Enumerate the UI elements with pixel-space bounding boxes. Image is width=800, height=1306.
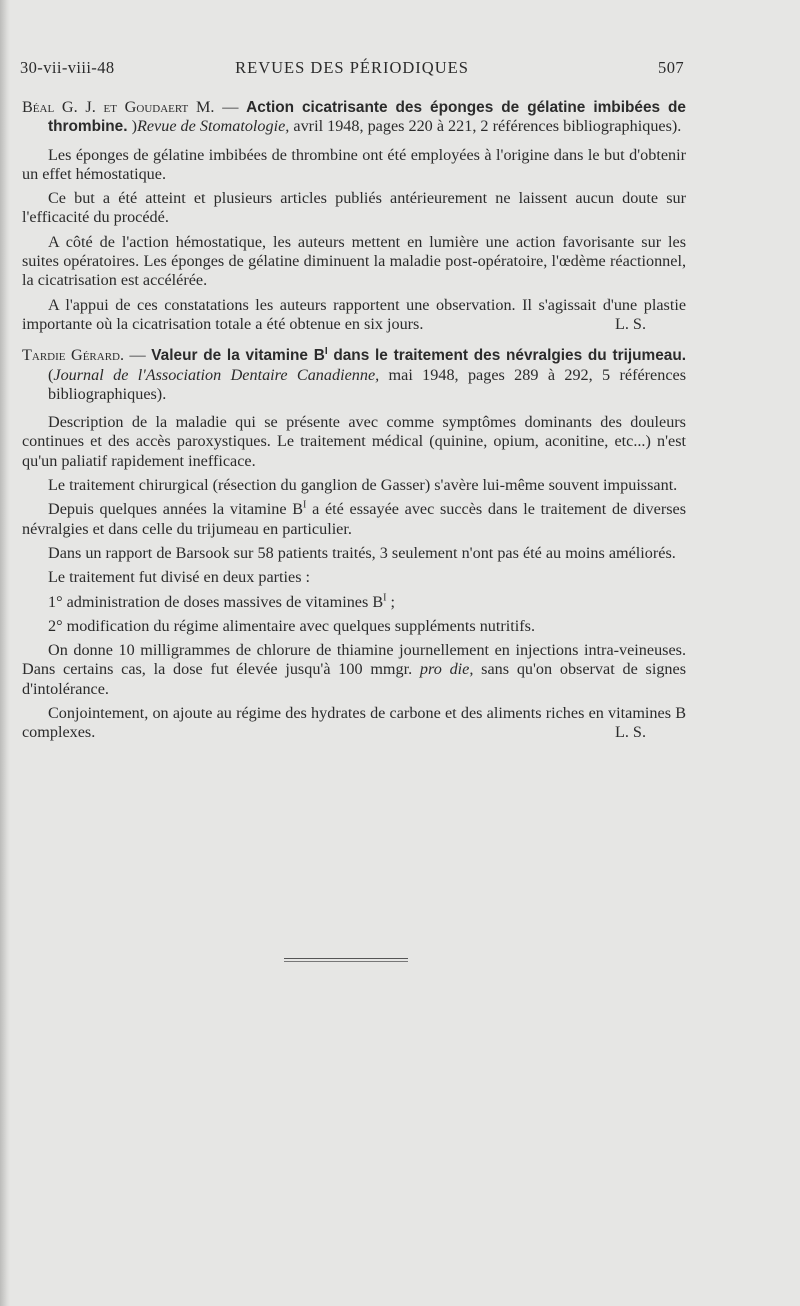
article-2-paragraph: Dans un rapport de Barsook sur 58 patients traités, 3 seulement n'ont pas été au moins améliorés.: [48, 543, 676, 562]
review-article-2: [22, 346, 686, 742]
article-2-list-item: 2° modification du régime alimentaire avec quelques suppléments nutritifs.: [48, 616, 536, 635]
article-1-authors: Béal G. J. et Goudaert M.: [22, 98, 215, 116]
header-date: 30-vii-viii-48: [20, 58, 115, 77]
page-number: 507: [658, 58, 684, 77]
article-2-authors: Tardie Gérard.: [22, 346, 125, 365]
article-2-paragraph: Depuis quelques années la vitamine $B^I$ a été essayée avec succès dans le traitement de diverses névralgies et dans celle du trijumeau en particulier.: [22, 499, 686, 538]
article-1-paragraph: Ce but a été atteint et plusieurs articles publiés antérieurement ne laissent aucun doute sur l'efficacité du procédé.: [22, 189, 686, 227]
article-1-signature: L. S.: [614, 314, 646, 333]
article-1-paragraph: Les éponges de gélatine imbibées de thrombine ont été employées à l'origine dans le but d'obtenir un effet hémostatique.: [22, 145, 686, 183]
page-binding-shadow: [0, 0, 10, 1306]
article-2-journal: Journal de l'Association Dentaire Canadienne,: [53, 365, 380, 384]
article-2-title: Valeur de la vitamine $B^I$ dans le traitement des névralgies du trijumeau.: [151, 346, 686, 365]
article-2-paragraph: Conjointement, on ajoute au régime des hydrates de carbone et des aliments riches en vitamines B complexes.: [22, 704, 686, 742]
article-2-signature: L. S.: [614, 723, 646, 742]
page-content: [22, 98, 686, 743]
running-header: [20, 58, 684, 80]
review-article-1: [22, 98, 686, 334]
article-2-paragraph: On donne 10 milligrammes de chlorure de thiamine journellement en injections intra-veineuses. Dans certains cas, la dose fut élevée jusqu'à 100 mmgr. pro die, sans qu'on observat de signes d'intolérance.: [22, 641, 686, 698]
article-1-journal: Revue de Stomatologie,: [136, 117, 290, 136]
article-2-paragraph: Le traitement fut divisé en deux parties :: [48, 568, 311, 587]
article-1-title: Action cicatrisante des éponges de gélatine imbibées de thrombine.: [48, 99, 686, 136]
article-2-heading: Tardie Gérard. — Valeur de la vitamine $B^I$ dans le traitement des névralgies du trijumeau. (Journal de l'Association Dentaire Canadienne, mai 1948, pages 289 à 292, 5 références bibliographiques).: [22, 346, 686, 403]
article-1-paragraph: A côté de l'action hémostatique, les auteurs mettent en lumière une action favorisante sur les suites opératoires. Les éponges de gélatine diminuent la maladie post-opératoire, l'œdème réactionnel, la cicatrisation est accélérée.: [22, 232, 686, 290]
article-2-list-item: 1° administration de doses massives de vitamines $B^I$ ;: [48, 592, 396, 611]
article-1-heading: Béal G. J. et Goudaert M. — Action cicatrisante des éponges de gélatine imbibées de thrombine. )Revue de Stomatologie, avril 1948, pages 220 à 221, 2 références bibliographiques).: [22, 98, 686, 136]
article-2-reference: mai 1948, pages 289 à 292, 5 références bibliographiques).: [48, 365, 686, 403]
article-2-signature-line: [22, 723, 686, 742]
article-2-paragraph: Le traitement chirurgical (résection du ganglion de Gasser) s'avère lui-même souvent impuissant.: [48, 476, 678, 495]
section-divider: [284, 958, 408, 959]
article-1-reference: avril 1948, pages 220 à 221, 2 références bibliographiques).: [289, 117, 682, 136]
header-title: REVUES DES PÉRIODIQUES: [235, 58, 469, 77]
article-2-paragraph: Description de la maladie qui se présente avec comme symptômes dominants des douleurs continues et des accès paroxystiques. Le traitement médical (quinine, opium, aconitine, etc...) n'est qu'un paliatif rapidement inefficace.: [22, 413, 686, 470]
article-1-paragraph: A l'appui de ces constatations les auteurs rapportent une observation. Il s'agissait d'une plastie importante où la cicatrisation totale a été obtenue en six jours.: [22, 295, 686, 333]
section-divider: [284, 961, 408, 962]
